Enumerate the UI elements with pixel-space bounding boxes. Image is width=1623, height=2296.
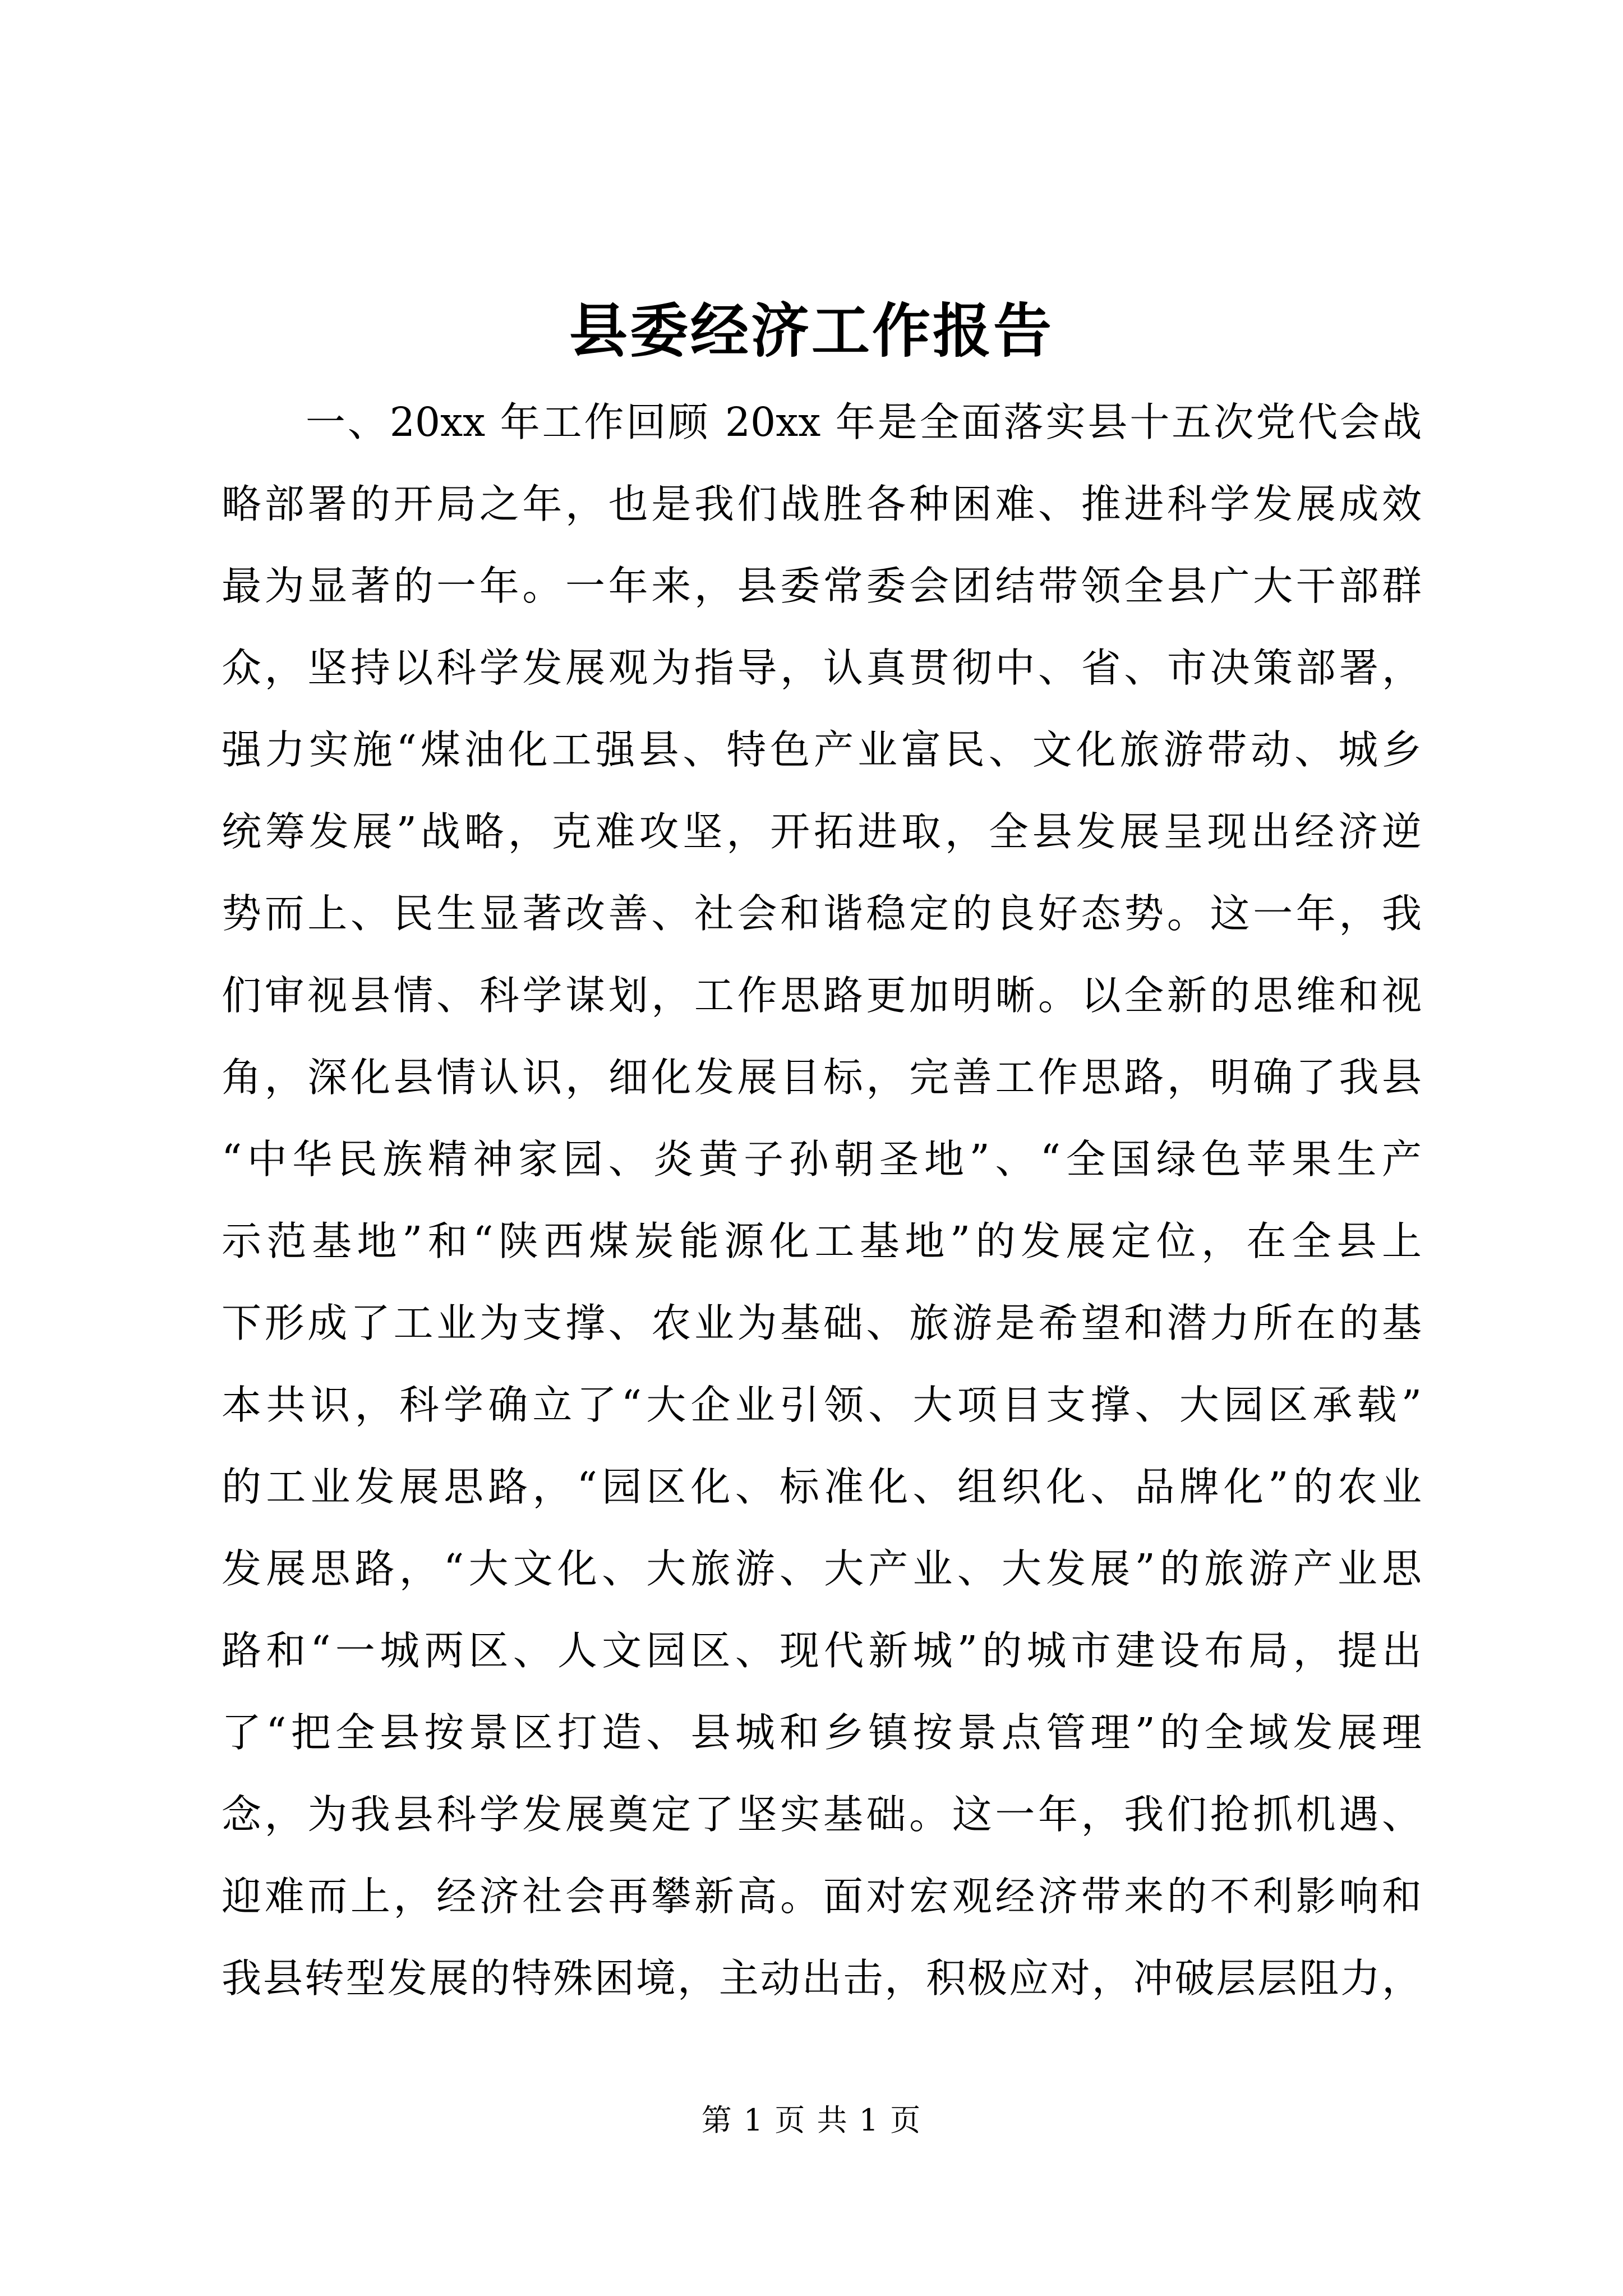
body-line: 发展思路，“大文化、大旅游、大产业、大发展”的旅游产业思 (222, 1545, 1422, 1592)
body-line: 最为显著的一年。一年来，县委常委会团结带领全县广大干部群 (222, 563, 1422, 609)
body-line: 示范基地”和“陕西煤炭能源化工基地”的发展定位，在全县上 (222, 1218, 1422, 1264)
body-line: 我县转型发展的特殊困境，主动出击，积极应对，冲破层层阻力， (222, 1955, 1422, 2001)
body-line: 的工业发展思路，“园区化、标准化、组织化、品牌化”的农业 (222, 1464, 1422, 1510)
body-line: 了“把全县按景区打造、县城和乡镇按景点管理”的全域发展理 (222, 1709, 1422, 1756)
body-line: 势而上、民生显著改善、社会和谐稳定的良好态势。这一年，我 (222, 890, 1422, 937)
body-line: 本共识，科学确立了“大企业引领、大项目支撑、大园区承载” (222, 1382, 1422, 1428)
body-line: 路和“一城两区、人文园区、现代新城”的城市建设布局，提出 (222, 1627, 1422, 1674)
body-line: 下形成了工业为支撑、农业为基础、旅游是希望和潜力所在的基 (222, 1300, 1422, 1346)
body-line: 强力实施“煤油化工强县、特色产业富民、文化旅游带动、城乡 (222, 726, 1422, 773)
body-line: 迎难而上，经济社会再攀新高。面对宏观经济带来的不利影响和 (222, 1873, 1422, 1920)
body-line: 统筹发展”战略，克难攻坚，开拓进取，全县发展呈现出经济逆 (222, 808, 1422, 855)
page-footer: 第 1 页 共 1 页 (701, 2102, 922, 2138)
body-line: 众，坚持以科学发展观为指导，认真贯彻中、省、市决策部署， (222, 645, 1422, 691)
document-title: 县委经济工作报告 (569, 296, 1054, 365)
document-body (222, 381, 1422, 2019)
body-line: 们审视县情、科学谋划，工作思路更加明晰。以全新的思维和视 (222, 972, 1422, 1019)
body-line: 角，深化县情认识，细化发展目标，完善工作思路，明确了我县 (222, 1054, 1422, 1101)
body-line: 念，为我县科学发展奠定了坚实基础。这一年，我们抢抓机遇、 (222, 1791, 1422, 1838)
body-line: 略部署的开局之年，也是我们战胜各种困难、推进科学发展成效 (222, 481, 1422, 527)
body-line: 一、20xx 年工作回顾 20xx 年是全面落实县十五次党代会战 (222, 399, 1422, 445)
body-line: “中华民族精神家园、炎黄子孙朝圣地”、“全国绿色苹果生产 (222, 1136, 1422, 1182)
